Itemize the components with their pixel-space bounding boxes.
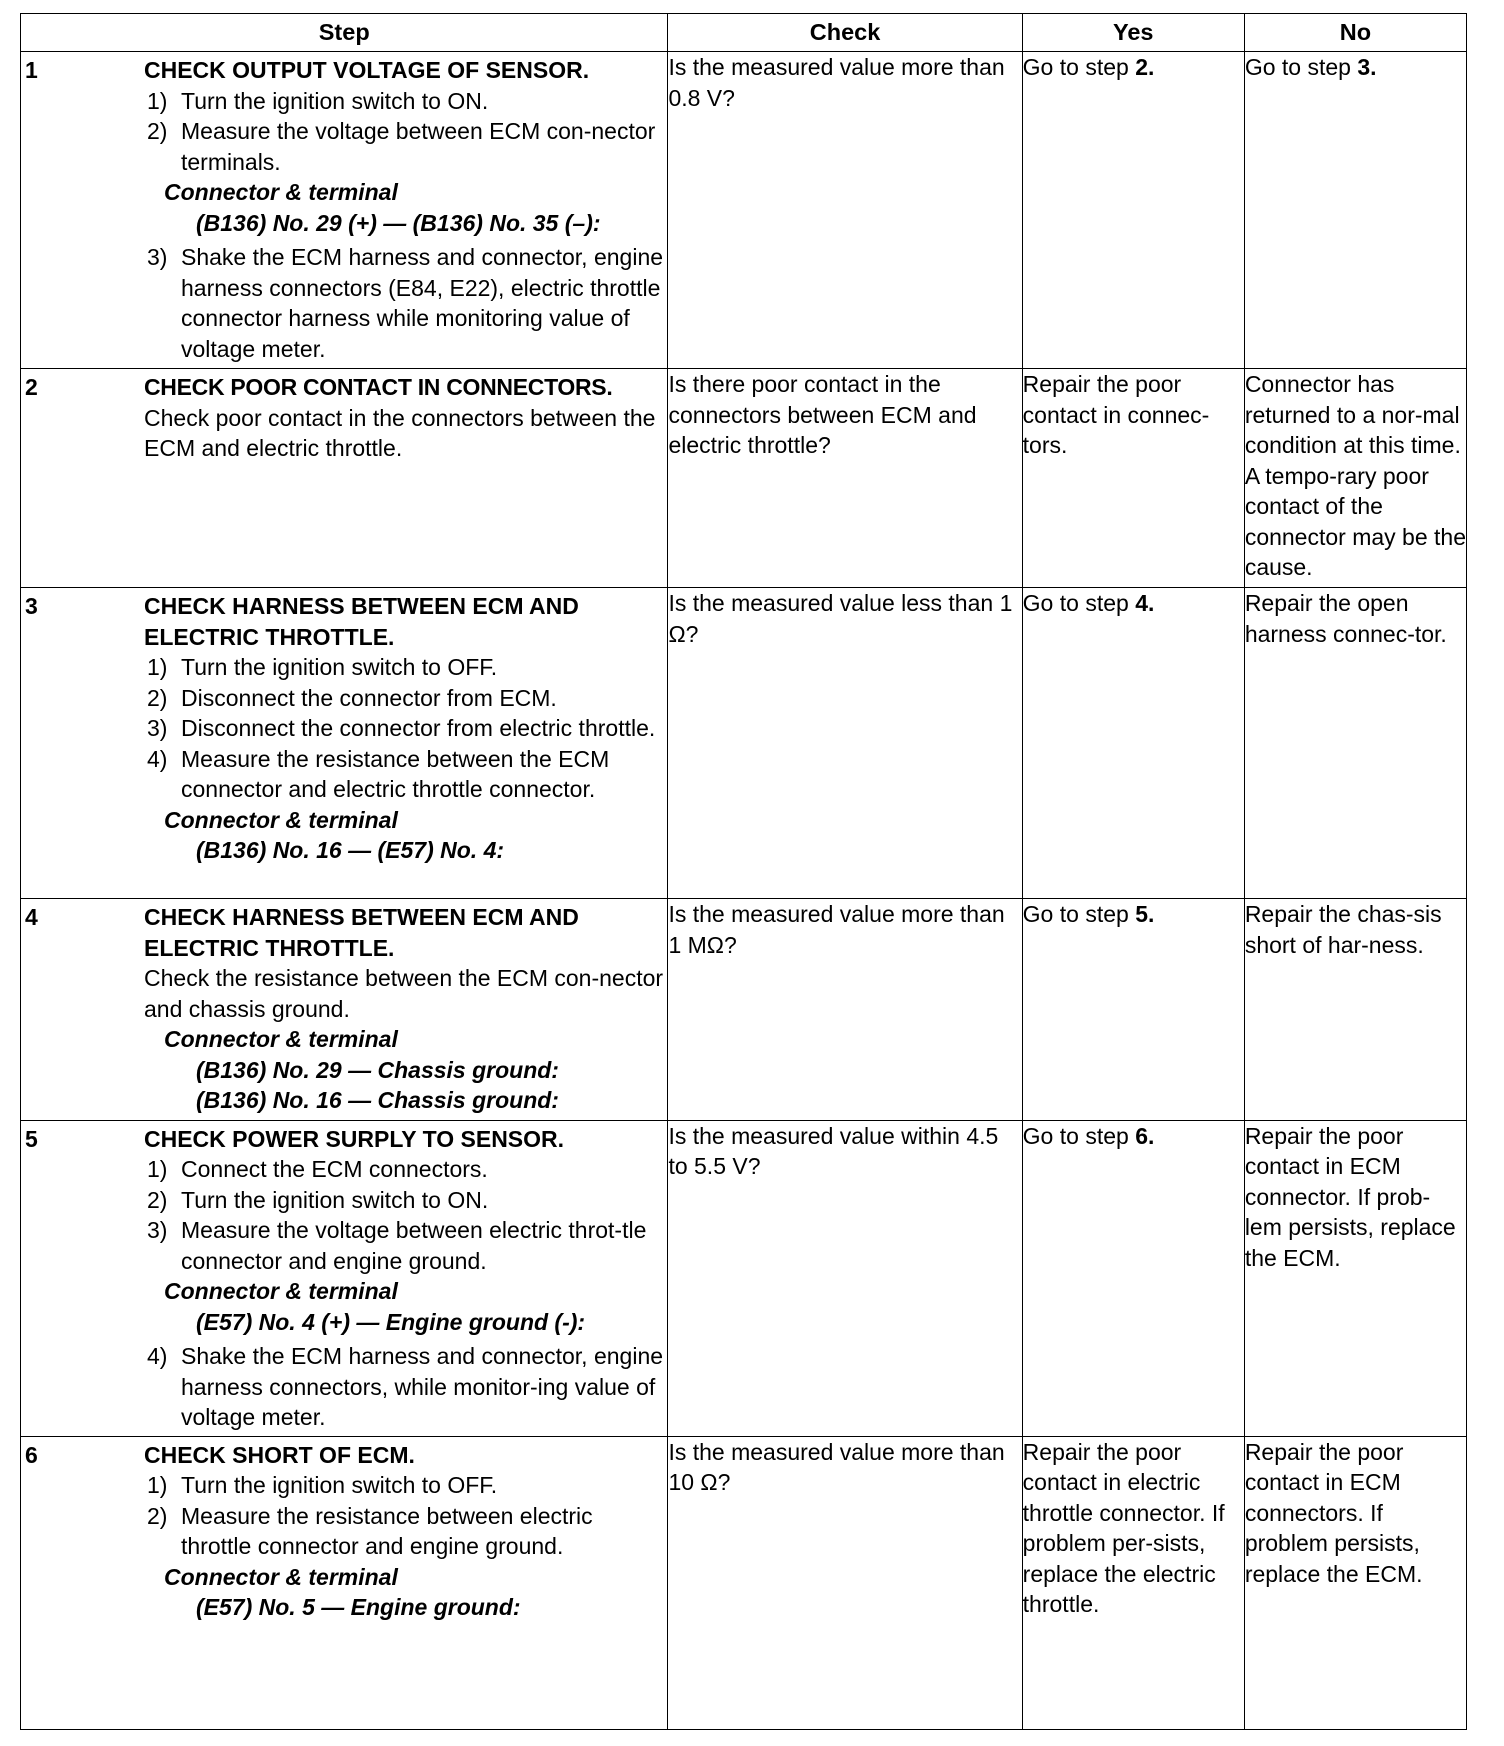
yes-cell: Go to step 6. bbox=[1022, 1120, 1244, 1436]
list-item: 4) Shake the ECM harness and connector, engine harness connectors, while monitor-ing value of voltage meter. bbox=[147, 1343, 664, 1430]
list-item: 4) Measure the resistance between the ECM connector and electric throttle connector. bbox=[147, 745, 610, 802]
check-cell: Is the measured value more than 10 Ω? bbox=[668, 1436, 1022, 1729]
list-item: 3) Measure the voltage between electric throt-tle connector and engine ground. bbox=[147, 1217, 647, 1274]
spec-heading: Connector & terminal bbox=[164, 1278, 398, 1304]
spec-heading: Connector & terminal bbox=[164, 179, 398, 205]
yes-cell: Repair the poor contact in electric throttle connector. If problem per-sists, replace the electric throttle. bbox=[1022, 1436, 1244, 1729]
spec-line: (E57) No. 4 (+) — Engine ground (-): bbox=[196, 1308, 586, 1335]
check-cell: Is the measured value within 4.5 to 5.5 V? bbox=[668, 1120, 1022, 1436]
header-row bbox=[21, 14, 1467, 52]
step-number: 1 bbox=[25, 57, 38, 83]
step-title: CHECK SHORT OF ECM. bbox=[144, 1441, 415, 1468]
yes-cell: Go to step 2. bbox=[1022, 52, 1244, 369]
header-step: Step bbox=[21, 14, 668, 52]
list-item: 2) Measure the resistance between electric throttle connector and engine ground. bbox=[147, 1502, 593, 1559]
diagnostic-procedure-table bbox=[20, 13, 1467, 1730]
no-cell: Repair the chas-sis short of har-ness. bbox=[1244, 899, 1466, 1121]
check-cell: Is the measured value more than 0.8 V? bbox=[668, 52, 1022, 369]
spec-line: (B136) No. 29 (+) — (B136) No. 35 (–): bbox=[196, 209, 601, 236]
table-row bbox=[21, 369, 1467, 588]
list-item: 1) Turn the ignition switch to OFF. bbox=[147, 654, 498, 680]
list-item: 3) Shake the ECM harness and connector, engine harness connectors (E84, E22), electric throttle connector harness while monitoring value of voltage meter. bbox=[147, 244, 664, 362]
table-row bbox=[21, 1436, 1467, 1729]
step-cell bbox=[21, 369, 668, 588]
header-yes: Yes bbox=[1022, 14, 1244, 52]
spec-heading: Connector & terminal bbox=[164, 1026, 398, 1052]
list-item: 3) Disconnect the connector from electric throttle. bbox=[147, 715, 656, 741]
no-cell: Repair the open harness connec-tor. bbox=[1244, 588, 1466, 899]
check-cell: Is the measured value less than 1 Ω? bbox=[668, 588, 1022, 899]
step-title: CHECK POWER SURPLY TO SENSOR. bbox=[144, 1125, 565, 1152]
no-cell: Repair the poor contact in ECM connectors. If problem persists, replace the ECM. bbox=[1244, 1436, 1466, 1729]
no-cell: Go to step 3. bbox=[1244, 52, 1466, 369]
step-cell bbox=[21, 1436, 668, 1729]
step-title-cont: ELECTRIC THROTTLE. bbox=[144, 623, 395, 650]
step-text: Check the resistance between the ECM con-nector and chassis ground. bbox=[144, 965, 664, 1022]
table-row bbox=[21, 588, 1467, 899]
step-cell bbox=[21, 1120, 668, 1436]
list-item: 1) Turn the ignition switch to OFF. bbox=[147, 1472, 498, 1498]
yes-cell: Go to step 5. bbox=[1022, 899, 1244, 1121]
step-title: CHECK HARNESS BETWEEN ECM AND bbox=[144, 593, 579, 619]
list-item: 1) Connect the ECM connectors. bbox=[147, 1156, 488, 1182]
list-item: 1) Turn the ignition switch to ON. bbox=[147, 87, 489, 114]
check-cell: Is the measured value more than 1 MΩ? bbox=[668, 899, 1022, 1121]
no-cell: Connector has returned to a nor-mal condition at this time. A tempo-rary poor contact of the connector may be the cause. bbox=[1244, 369, 1466, 588]
step-number: 3 bbox=[25, 593, 38, 619]
spec-line: (B136) No. 29 — Chassis ground: bbox=[196, 1056, 559, 1083]
step-title: CHECK POOR CONTACT IN CONNECTORS. bbox=[144, 374, 613, 400]
step-number: 5 bbox=[25, 1125, 38, 1152]
step-title: CHECK OUTPUT VOLTAGE OF SENSOR. bbox=[144, 57, 590, 83]
step-text: Check poor contact in the connectors between the ECM and electric throttle. bbox=[144, 404, 656, 461]
list-item: 2) Turn the ignition switch to ON. bbox=[147, 1186, 489, 1213]
table-row bbox=[21, 899, 1467, 1121]
spec-heading: Connector & terminal bbox=[164, 1563, 398, 1590]
step-title-cont: ELECTRIC THROTTLE. bbox=[144, 934, 395, 961]
no-cell: Repair the poor contact in ECM connector. If prob-lem persists, replace the ECM. bbox=[1244, 1120, 1466, 1436]
step-number: 4 bbox=[25, 904, 38, 930]
spec-line: (E57) No. 5 — Engine ground: bbox=[196, 1594, 521, 1620]
step-number: 2 bbox=[25, 374, 38, 400]
yes-cell: Go to step 4. bbox=[1022, 588, 1244, 899]
list-item: 2) Disconnect the connector from ECM. bbox=[147, 684, 557, 711]
yes-cell: Repair the poor contact in connec-tors. bbox=[1022, 369, 1244, 588]
step-cell bbox=[21, 588, 668, 899]
step-cell bbox=[21, 52, 668, 369]
spec-heading: Connector & terminal bbox=[164, 806, 398, 833]
header-no: No bbox=[1244, 14, 1466, 52]
header-check: Check bbox=[668, 14, 1022, 52]
step-number: 6 bbox=[25, 1441, 38, 1468]
table-row bbox=[21, 1120, 1467, 1436]
list-item: 2) Measure the voltage between ECM con-nector terminals. bbox=[147, 118, 656, 175]
spec-line: (B136) No. 16 — (E57) No. 4: bbox=[196, 837, 505, 863]
step-title: CHECK HARNESS BETWEEN ECM AND bbox=[144, 904, 579, 930]
spec-line: (B136) No. 16 — Chassis ground: bbox=[196, 1087, 559, 1113]
table-row bbox=[21, 52, 1467, 369]
step-cell bbox=[21, 899, 668, 1121]
check-cell: Is there poor contact in the connectors between ECM and electric throttle? bbox=[668, 369, 1022, 588]
